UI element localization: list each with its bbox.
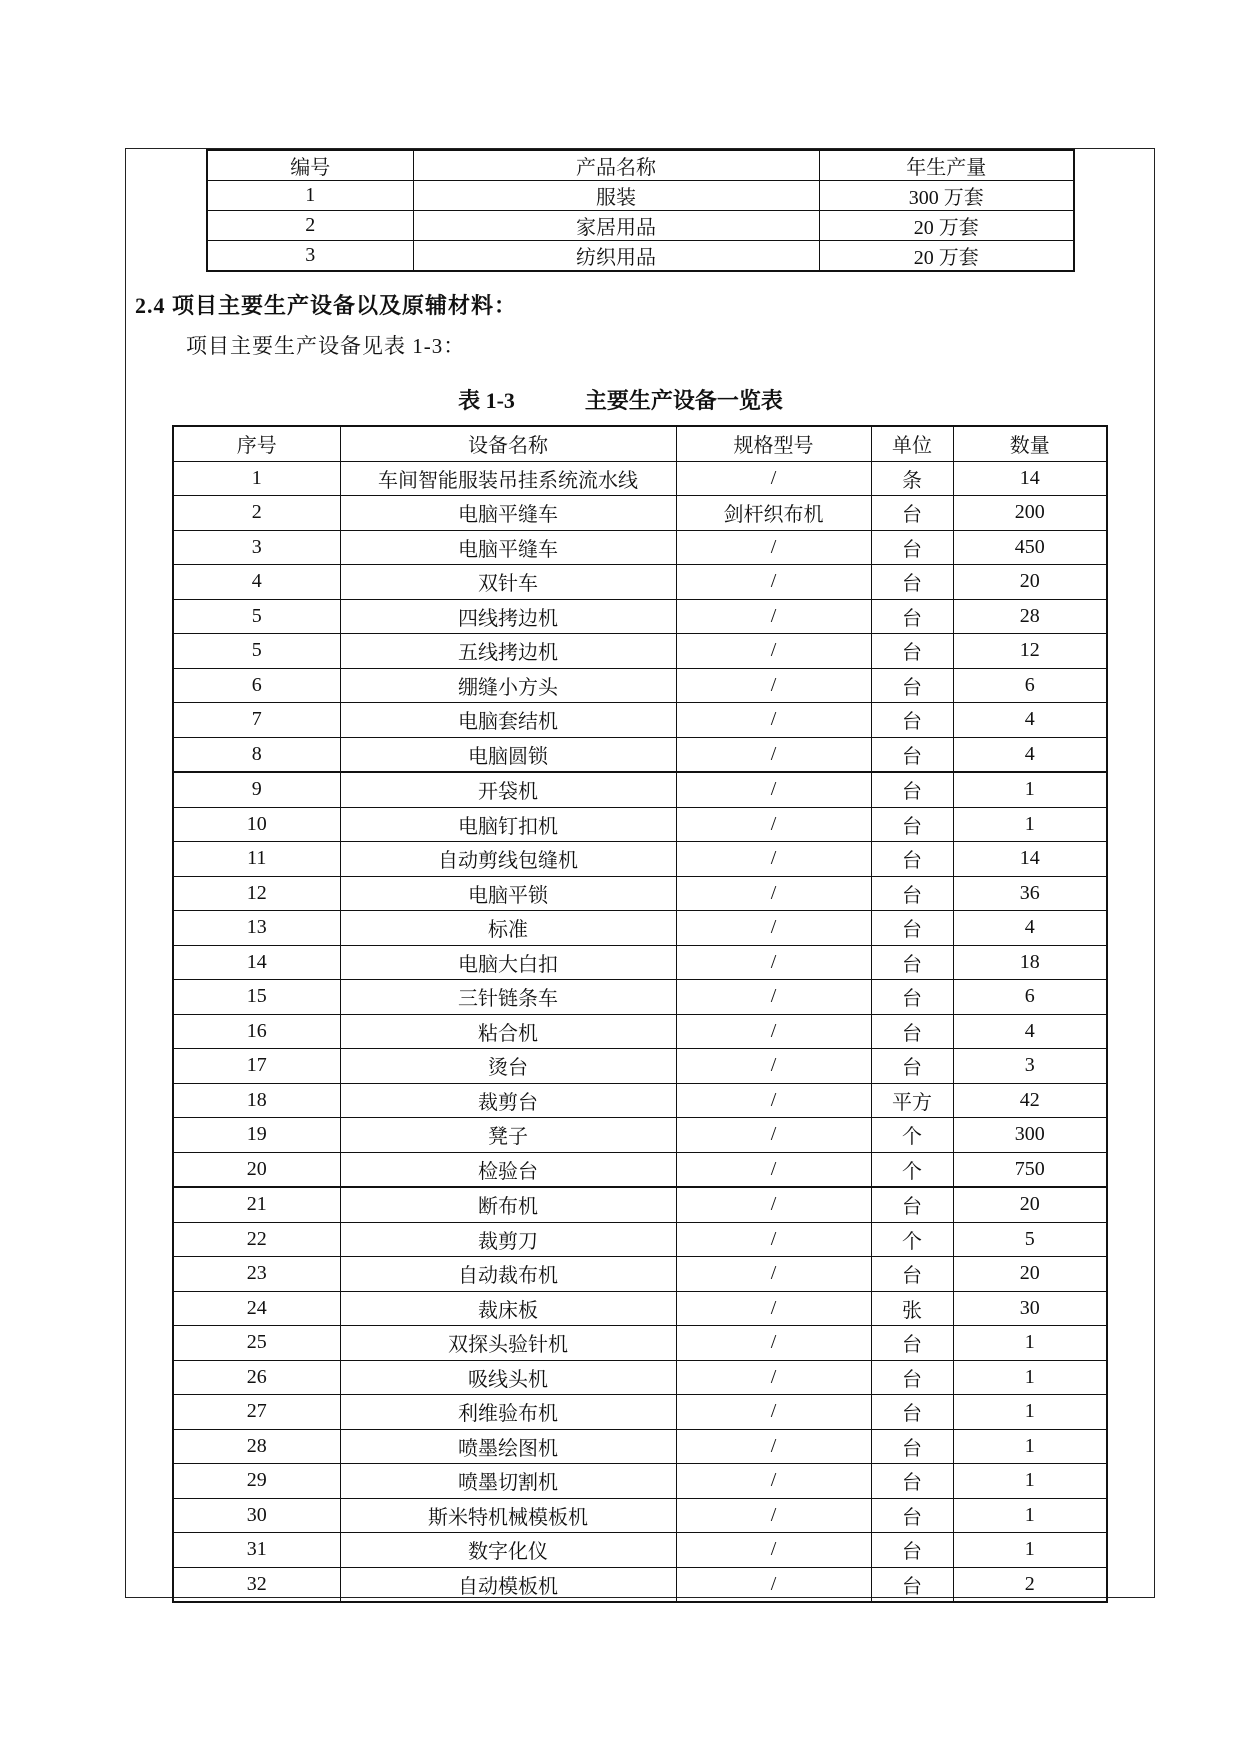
products-table xyxy=(206,149,1075,272)
equipment-qty-cell: 200 xyxy=(953,496,1107,531)
equipment-qty-cell: 42 xyxy=(953,1083,1107,1118)
equipment-no-cell: 17 xyxy=(173,1049,340,1084)
equipment-no-cell: 21 xyxy=(173,1187,340,1222)
equipment-unit-cell: 台 xyxy=(871,668,953,703)
equipment-header-no: 序号 xyxy=(173,426,340,461)
equipment-name-cell: 开袋机 xyxy=(340,772,676,807)
equipment-unit-cell: 台 xyxy=(871,599,953,634)
equipment-spec-cell: / xyxy=(676,737,871,772)
equipment-spec-cell: 剑杆织布机 xyxy=(676,496,871,531)
equipment-no-cell: 2 xyxy=(173,496,340,531)
equipment-unit-cell: 台 xyxy=(871,1360,953,1395)
product-no-cell: 1 xyxy=(207,181,413,211)
equipment-qty-cell: 18 xyxy=(953,945,1107,980)
caption-title: 主要生产设备一览表 xyxy=(584,388,783,413)
equipment-no-cell: 16 xyxy=(173,1014,340,1049)
equipment-no-cell: 20 xyxy=(173,1152,340,1187)
table-row xyxy=(173,461,1107,496)
equipment-qty-cell: 2 xyxy=(953,1567,1107,1602)
equipment-name-cell: 烫台 xyxy=(340,1049,676,1084)
equipment-name-cell: 检验台 xyxy=(340,1152,676,1187)
equipment-spec-cell: / xyxy=(676,842,871,877)
equipment-spec-cell: / xyxy=(676,1567,871,1602)
equipment-name-cell: 斯米特机械模板机 xyxy=(340,1498,676,1533)
equipment-unit-cell: 台 xyxy=(871,634,953,669)
equipment-unit-cell: 台 xyxy=(871,737,953,772)
equipment-unit-cell: 张 xyxy=(871,1291,953,1326)
equipment-spec-cell: / xyxy=(676,1187,871,1222)
equipment-unit-cell: 台 xyxy=(871,703,953,738)
table-row xyxy=(173,1291,1107,1326)
equipment-no-cell: 4 xyxy=(173,565,340,600)
product-name-cell: 纺织用品 xyxy=(413,241,819,272)
equipment-unit-cell: 台 xyxy=(871,807,953,842)
equipment-no-cell: 26 xyxy=(173,1360,340,1395)
equipment-spec-cell: / xyxy=(676,1464,871,1499)
equipment-unit-cell: 台 xyxy=(871,1567,953,1602)
table-row xyxy=(173,1326,1107,1361)
equipment-no-cell: 15 xyxy=(173,980,340,1015)
equipment-no-cell: 12 xyxy=(173,876,340,911)
equipment-qty-cell: 6 xyxy=(953,668,1107,703)
table-row xyxy=(173,980,1107,1015)
equipment-no-cell: 22 xyxy=(173,1222,340,1257)
equipment-header-row xyxy=(173,426,1107,461)
table-row xyxy=(173,842,1107,877)
equipment-name-cell: 自动剪线包缝机 xyxy=(340,842,676,877)
table-row xyxy=(173,737,1107,772)
equipment-unit-cell: 台 xyxy=(871,1049,953,1084)
table-row xyxy=(173,1187,1107,1222)
equipment-name-cell: 吸线头机 xyxy=(340,1360,676,1395)
equipment-unit-cell: 台 xyxy=(871,1014,953,1049)
equipment-unit-cell: 台 xyxy=(871,1533,953,1568)
product-no-cell: 2 xyxy=(207,211,413,241)
equipment-spec-cell: / xyxy=(676,772,871,807)
table-row xyxy=(173,1533,1107,1568)
equipment-qty-cell: 28 xyxy=(953,599,1107,634)
equipment-no-cell: 24 xyxy=(173,1291,340,1326)
equipment-unit-cell: 个 xyxy=(871,1222,953,1257)
equipment-qty-cell: 1 xyxy=(953,1498,1107,1533)
equipment-no-cell: 3 xyxy=(173,530,340,565)
equipment-name-cell: 双探头验针机 xyxy=(340,1326,676,1361)
table-row xyxy=(173,703,1107,738)
equipment-spec-cell: / xyxy=(676,1533,871,1568)
equipment-name-cell: 裁剪刀 xyxy=(340,1222,676,1257)
equipment-name-cell: 电脑钉扣机 xyxy=(340,807,676,842)
equipment-no-cell: 11 xyxy=(173,842,340,877)
table-row xyxy=(173,1118,1107,1153)
equipment-spec-cell: / xyxy=(676,876,871,911)
table-row xyxy=(173,1360,1107,1395)
equipment-qty-cell: 300 xyxy=(953,1118,1107,1153)
equipment-spec-cell: / xyxy=(676,1014,871,1049)
equipment-qty-cell: 12 xyxy=(953,634,1107,669)
equipment-qty-cell: 1 xyxy=(953,1429,1107,1464)
equipment-name-cell: 自动裁布机 xyxy=(340,1257,676,1292)
table-row xyxy=(173,1567,1107,1602)
equipment-qty-cell: 20 xyxy=(953,565,1107,600)
equipment-qty-cell: 3 xyxy=(953,1049,1107,1084)
product-name-cell: 服装 xyxy=(413,181,819,211)
equipment-name-cell: 凳子 xyxy=(340,1118,676,1153)
equipment-name-cell: 裁床板 xyxy=(340,1291,676,1326)
equipment-spec-cell: / xyxy=(676,945,871,980)
equipment-no-cell: 19 xyxy=(173,1118,340,1153)
equipment-name-cell: 粘合机 xyxy=(340,1014,676,1049)
equipment-spec-cell: / xyxy=(676,1049,871,1084)
equipment-name-cell: 电脑平锁 xyxy=(340,876,676,911)
table-row xyxy=(173,668,1107,703)
equipment-no-cell: 13 xyxy=(173,911,340,946)
equipment-name-cell: 断布机 xyxy=(340,1187,676,1222)
table-row xyxy=(173,945,1107,980)
equipment-qty-cell: 20 xyxy=(953,1187,1107,1222)
equipment-spec-cell: / xyxy=(676,1360,871,1395)
equipment-name-cell: 喷墨绘图机 xyxy=(340,1429,676,1464)
equipment-spec-cell: / xyxy=(676,1395,871,1430)
equipment-spec-cell: / xyxy=(676,1222,871,1257)
equipment-qty-cell: 6 xyxy=(953,980,1107,1015)
equipment-name-cell: 四线拷边机 xyxy=(340,599,676,634)
equipment-spec-cell: / xyxy=(676,703,871,738)
equipment-name-cell: 车间智能服装吊挂系统流水线 xyxy=(340,461,676,496)
equipment-no-cell: 23 xyxy=(173,1257,340,1292)
equipment-qty-cell: 1 xyxy=(953,807,1107,842)
equipment-unit-cell: 台 xyxy=(871,1464,953,1499)
table-row xyxy=(173,1429,1107,1464)
equipment-qty-cell: 4 xyxy=(953,911,1107,946)
equipment-spec-cell: / xyxy=(676,668,871,703)
table-row xyxy=(173,1083,1107,1118)
equipment-name-cell: 自动模板机 xyxy=(340,1567,676,1602)
table-row xyxy=(173,1257,1107,1292)
table-row xyxy=(173,876,1107,911)
equipment-spec-cell: / xyxy=(676,911,871,946)
table-row xyxy=(173,634,1107,669)
equipment-qty-cell: 14 xyxy=(953,842,1107,877)
equipment-spec-cell: / xyxy=(676,1152,871,1187)
equipment-spec-cell: / xyxy=(676,980,871,1015)
table-row xyxy=(207,181,1074,211)
products-header-no: 编号 xyxy=(207,150,413,181)
equipment-qty-cell: 5 xyxy=(953,1222,1107,1257)
equipment-no-cell: 29 xyxy=(173,1464,340,1499)
equipment-qty-cell: 450 xyxy=(953,530,1107,565)
table-row xyxy=(207,211,1074,241)
equipment-no-cell: 18 xyxy=(173,1083,340,1118)
equipment-unit-cell: 台 xyxy=(871,876,953,911)
equipment-name-cell: 五线拷边机 xyxy=(340,634,676,669)
equipment-no-cell: 1 xyxy=(173,461,340,496)
equipment-unit-cell: 台 xyxy=(871,911,953,946)
equipment-qty-cell: 1 xyxy=(953,1326,1107,1361)
equipment-qty-cell: 14 xyxy=(953,461,1107,496)
equipment-no-cell: 7 xyxy=(173,703,340,738)
equipment-name-cell: 电脑圆锁 xyxy=(340,737,676,772)
products-header-row xyxy=(207,150,1074,181)
equipment-name-cell: 绷缝小方头 xyxy=(340,668,676,703)
equipment-no-cell: 5 xyxy=(173,634,340,669)
equipment-unit-cell: 台 xyxy=(871,565,953,600)
equipment-qty-cell: 4 xyxy=(953,703,1107,738)
equipment-unit-cell: 台 xyxy=(871,945,953,980)
equipment-qty-cell: 20 xyxy=(953,1257,1107,1292)
table-row xyxy=(173,772,1107,807)
equipment-spec-cell: / xyxy=(676,634,871,669)
equipment-header-spec: 规格型号 xyxy=(676,426,871,461)
equipment-no-cell: 31 xyxy=(173,1533,340,1568)
equipment-header-unit: 单位 xyxy=(871,426,953,461)
equipment-qty-cell: 4 xyxy=(953,737,1107,772)
caption-number: 表 1-3 xyxy=(458,388,515,413)
equipment-unit-cell: 台 xyxy=(871,1326,953,1361)
product-output-cell: 20 万套 xyxy=(819,211,1074,241)
table-row xyxy=(173,496,1107,531)
equipment-unit-cell: 台 xyxy=(871,1395,953,1430)
equipment-no-cell: 32 xyxy=(173,1567,340,1602)
equipment-unit-cell: 个 xyxy=(871,1152,953,1187)
equipment-name-cell: 电脑平缝车 xyxy=(340,496,676,531)
equipment-spec-cell: / xyxy=(676,1118,871,1153)
equipment-name-cell: 标准 xyxy=(340,911,676,946)
product-no-cell: 3 xyxy=(207,241,413,272)
equipment-spec-cell: / xyxy=(676,1498,871,1533)
table-row xyxy=(207,241,1074,272)
equipment-name-cell: 裁剪台 xyxy=(340,1083,676,1118)
equipment-qty-cell: 30 xyxy=(953,1291,1107,1326)
equipment-spec-cell: / xyxy=(676,1257,871,1292)
equipment-no-cell: 28 xyxy=(173,1429,340,1464)
equipment-name-cell: 数字化仪 xyxy=(340,1533,676,1568)
table-row xyxy=(173,565,1107,600)
equipment-qty-cell: 1 xyxy=(953,1533,1107,1568)
table-row xyxy=(173,1049,1107,1084)
equipment-unit-cell: 台 xyxy=(871,496,953,531)
equipment-no-cell: 25 xyxy=(173,1326,340,1361)
equipment-unit-cell: 台 xyxy=(871,530,953,565)
equipment-unit-cell: 台 xyxy=(871,842,953,877)
equipment-header-qty: 数量 xyxy=(953,426,1107,461)
product-output-cell: 300 万套 xyxy=(819,181,1074,211)
equipment-name-cell: 喷墨切割机 xyxy=(340,1464,676,1499)
equipment-unit-cell: 平方 xyxy=(871,1083,953,1118)
table-row xyxy=(173,1395,1107,1430)
equipment-header-name: 设备名称 xyxy=(340,426,676,461)
equipment-name-cell: 电脑套结机 xyxy=(340,703,676,738)
equipment-name-cell: 利维验布机 xyxy=(340,1395,676,1430)
equipment-qty-cell: 1 xyxy=(953,1395,1107,1430)
product-name-cell: 家居用品 xyxy=(413,211,819,241)
equipment-unit-cell: 台 xyxy=(871,1429,953,1464)
table-row xyxy=(173,1014,1107,1049)
table-row xyxy=(173,1498,1107,1533)
product-output-cell: 20 万套 xyxy=(819,241,1074,272)
products-header-name: 产品名称 xyxy=(413,150,819,181)
table-row xyxy=(173,530,1107,565)
section-heading: 2.4 项目主要生产设备以及原辅材料： xyxy=(135,293,518,318)
equipment-unit-cell: 条 xyxy=(871,461,953,496)
equipment-spec-cell: / xyxy=(676,461,871,496)
equipment-name-cell: 电脑大白扣 xyxy=(340,945,676,980)
section-intro: 项目主要生产设备见表 1-3： xyxy=(186,334,466,358)
equipment-spec-cell: / xyxy=(676,565,871,600)
equipment-no-cell: 9 xyxy=(173,772,340,807)
equipment-no-cell: 14 xyxy=(173,945,340,980)
equipment-name-cell: 双针车 xyxy=(340,565,676,600)
equipment-spec-cell: / xyxy=(676,1291,871,1326)
table-row xyxy=(173,1464,1107,1499)
equipment-no-cell: 30 xyxy=(173,1498,340,1533)
equipment-no-cell: 10 xyxy=(173,807,340,842)
equipment-qty-cell: 1 xyxy=(953,772,1107,807)
equipment-name-cell: 三针链条车 xyxy=(340,980,676,1015)
table-caption xyxy=(0,384,1241,415)
table-row xyxy=(173,911,1107,946)
products-header-output: 年生产量 xyxy=(819,150,1074,181)
equipment-no-cell: 5 xyxy=(173,599,340,634)
equipment-spec-cell: / xyxy=(676,1083,871,1118)
equipment-unit-cell: 台 xyxy=(871,772,953,807)
equipment-no-cell: 8 xyxy=(173,737,340,772)
equipment-no-cell: 27 xyxy=(173,1395,340,1430)
equipment-unit-cell: 台 xyxy=(871,1187,953,1222)
equipment-spec-cell: / xyxy=(676,1326,871,1361)
equipment-qty-cell: 1 xyxy=(953,1360,1107,1395)
equipment-spec-cell: / xyxy=(676,530,871,565)
table-row xyxy=(173,807,1107,842)
equipment-spec-cell: / xyxy=(676,1429,871,1464)
table-row xyxy=(173,1152,1107,1187)
equipment-name-cell: 电脑平缝车 xyxy=(340,530,676,565)
equipment-qty-cell: 36 xyxy=(953,876,1107,911)
table-row xyxy=(173,599,1107,634)
equipment-spec-cell: / xyxy=(676,599,871,634)
equipment-table xyxy=(172,425,1108,1603)
equipment-unit-cell: 台 xyxy=(871,980,953,1015)
equipment-qty-cell: 1 xyxy=(953,1464,1107,1499)
table-row xyxy=(173,1222,1107,1257)
equipment-spec-cell: / xyxy=(676,807,871,842)
equipment-unit-cell: 个 xyxy=(871,1118,953,1153)
equipment-unit-cell: 台 xyxy=(871,1257,953,1292)
equipment-qty-cell: 4 xyxy=(953,1014,1107,1049)
equipment-qty-cell: 750 xyxy=(953,1152,1107,1187)
equipment-unit-cell: 台 xyxy=(871,1498,953,1533)
equipment-no-cell: 6 xyxy=(173,668,340,703)
